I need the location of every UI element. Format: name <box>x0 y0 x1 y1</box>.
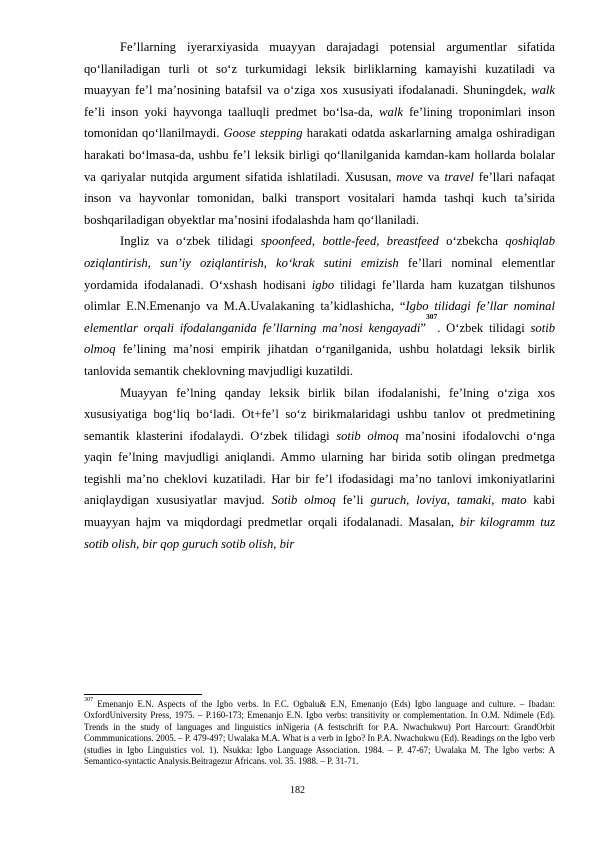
footnote-reference[interactable]: 307 <box>425 311 438 321</box>
page-number: 182 <box>290 785 305 796</box>
footnote-divider <box>84 694 202 695</box>
footnote-number: 307 <box>84 697 93 703</box>
paragraph-2: Ingliz va o‘zbek tilidagi spoonfeed, bottle-feed, breastfeed o‘zbekcha qoshiqlab oziqlantirish, sun’iy oziqlantirish, ko‘krak sutini emizish fe’llari nominal elementlar yordamida ifodalanadi. O‘xshash hodisani igbo tilidagi fe’llarda ham kuzatgan tilshunos olimlar E.N.Emenanjo va M.A.Uvalakaning ta’kidlashicha, “Igbo tilidagi fe’llar nominal elementlar orqali ifodalanganida fe’llarning ma’nosi kengayadi”$^{307}$. O‘zbek tilidagi sotib olmoq fe’lining ma’nosi empirik jihatdan o‘rganilganida, ushbu holatdagi leksik birlik tanlovida semantik cheklovning mavjudligi kuzatildi. <box>84 234 555 378</box>
paragraph-1: Fe’llarning iyerarxiyasida muayyan darajadagi potensial argumentlar sifatida qo‘llaniladigan turli ot so‘z turkumidagi leksik birliklarning kamayishi kuzatiladi va muayyan fe’l ma’nosining batafsil va o‘ziga xos xususiyati ifodalanadi. Shuningdek, walk fe’li inson yoki hayvonga taalluqli predmet bo‘lsa-da, walk fe’lining troponimlari inson tomonidan qo‘llanilmaydi. Goose stepping harakati odatda askarlarning amalga oshiradigan harakati bo‘lmasa-da, ushbu fe’l leksik birligi qo‘llanilganida kamdan-kam hollarda bolalar va qariyalar nutqida argument sifatida ishlatiladi. Xususan, move va travel fe’llari nafaqat inson va hayvonlar tomonidan, balki transport vositalari hamda tashqi kuch ta’sirida boshqariladigan obyektlar ma’nosini ifodalashda ham qo‘llaniladi. <box>84 40 555 227</box>
footnote-text: Emenanjo E.N. Aspects of the Igbo verbs. In F.C. Ogbalu& E.N, Emenanjo (Eds) Igbo language and culture. – Ibadan: OxfordUniversity Press, 1975. – P.160-173; Emenanjo E.N. Igbo verbs: transitivity or complementation. In O.M. Ndimele (Ed). Trends in the study of languages and linguistics inNigeria (A festschrift for P.A. Nwachukwu) Port Harcourt: GrandOrbit Commmunications. 2005. – P. 479-497; Uwalaka M.A. What is a verb in Igbo? In P.A. Nwachukwu (Ed). Readings on the Igbo verb (studies in Igbo Linguistics vol. 1). Nsukka: Igbo Language Association. 1984. – P. 47-67; Uwalaka M. The Igbo verbs: A Semantico-syntactic Analysis.Beitragezur Africans. vol. 35. 1988. – P. 31-71. <box>84 699 555 767</box>
footnote <box>84 699 555 767</box>
page-body <box>84 37 555 555</box>
paragraph-3: Muayyan fe’lning qanday leksik birlik bilan ifodalanishi, fe’lning o‘ziga xos xususiyatiga bog‘liq bo‘ladi. Ot+fe’l so‘z birikmalaridagi ushbu tanlov ot predmetining semantik klasterini ifodalaydi. O‘zbek tilidagi sotib olmoq ma’nosini ifodalovchi o‘nga yaqin fe’lning mavjudligi aniqlandi. Ammo ularning har birida sotib olingan predmetga tegishli ma’no cheklovi kuzatiladi. Har bir fe’l ifodasidagi ma’no tanlovi imkoniyatlarini aniqlaydigan xususiyatlar mavjud. Sotib olmoq fe’li guruch, loviya, tamaki, mato kabi muayyan hajm va miqdordagi predmetlar orqali ifodalanadi. Masalan, bir kilogramm tuz sotib olish, bir qop guruch sotib olish, bir <box>84 385 556 551</box>
